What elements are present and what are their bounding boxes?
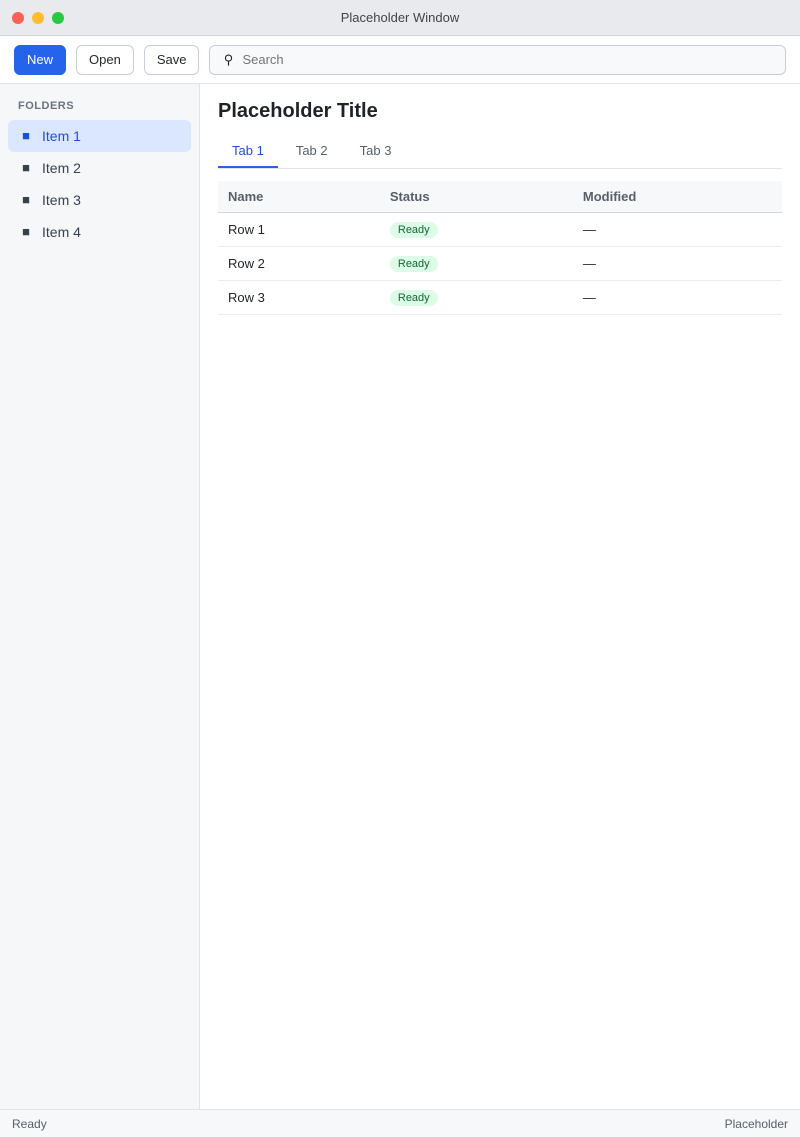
status-info: Placeholder xyxy=(724,1116,788,1131)
status-bar xyxy=(0,1109,800,1137)
search-input[interactable] xyxy=(242,52,775,67)
table-row[interactable] xyxy=(218,213,782,247)
table-header-row xyxy=(218,181,782,213)
sidebar-item-label: Item 1 xyxy=(42,128,81,144)
status-badge: Ready xyxy=(390,290,438,306)
minimize-window-button[interactable] xyxy=(32,12,44,24)
folder-icon: ■ xyxy=(22,192,30,207)
search-icon: ⚲ xyxy=(223,51,234,67)
table-row[interactable] xyxy=(218,247,782,281)
sidebar xyxy=(0,84,200,1109)
new-button[interactable]: New xyxy=(14,45,66,75)
table-cell: Row 3 xyxy=(218,281,380,315)
title-bar xyxy=(0,0,800,36)
table-cell xyxy=(380,213,573,247)
sidebar-item-label: Item 3 xyxy=(42,192,81,208)
tab-1[interactable]: Tab 1 xyxy=(218,135,278,168)
sidebar-item-label: Item 4 xyxy=(42,224,81,240)
open-button[interactable]: Open xyxy=(76,45,134,75)
tab-2[interactable]: Tab 2 xyxy=(295,143,328,158)
table-cell: Row 2 xyxy=(218,247,380,281)
save-button[interactable]: Save xyxy=(144,45,200,75)
table-cell: — xyxy=(573,281,782,315)
sidebar-item-label: Item 2 xyxy=(42,160,81,176)
status-badge: Ready xyxy=(390,256,438,272)
table-cell: Row 1 xyxy=(218,213,380,247)
maximize-window-button[interactable] xyxy=(52,12,64,24)
status-badge: Ready xyxy=(390,222,438,238)
status-text: Ready xyxy=(12,1116,47,1131)
tab-3[interactable]: Tab 3 xyxy=(359,143,392,158)
table-row[interactable] xyxy=(218,281,782,315)
folder-icon: ■ xyxy=(22,160,30,175)
folder-icon: ■ xyxy=(22,224,30,239)
tab-bar xyxy=(218,135,782,169)
sidebar-item-2[interactable] xyxy=(8,152,191,184)
folder-icon: ■ xyxy=(22,128,30,143)
column-header[interactable]: Modified xyxy=(573,181,782,213)
column-header[interactable]: Status xyxy=(380,181,573,213)
sidebar-item-1[interactable] xyxy=(8,120,191,152)
data-table xyxy=(218,181,782,315)
main-panel xyxy=(200,84,800,1109)
page-title: Placeholder Title xyxy=(218,100,378,122)
toolbar xyxy=(0,36,800,84)
sidebar-item-4[interactable] xyxy=(8,216,191,248)
sidebar-item-3[interactable] xyxy=(8,184,191,216)
table-cell: — xyxy=(573,247,782,281)
table-cell xyxy=(380,281,573,315)
table-cell: — xyxy=(573,213,782,247)
content-area xyxy=(0,84,800,1109)
search-box[interactable] xyxy=(209,45,786,75)
column-header[interactable]: Name xyxy=(218,181,380,213)
close-window-button[interactable] xyxy=(12,12,24,24)
window-controls xyxy=(12,12,64,24)
table-cell xyxy=(380,247,573,281)
sidebar-heading: FOLDERS xyxy=(18,100,75,112)
window-title: Placeholder Window xyxy=(340,10,460,25)
